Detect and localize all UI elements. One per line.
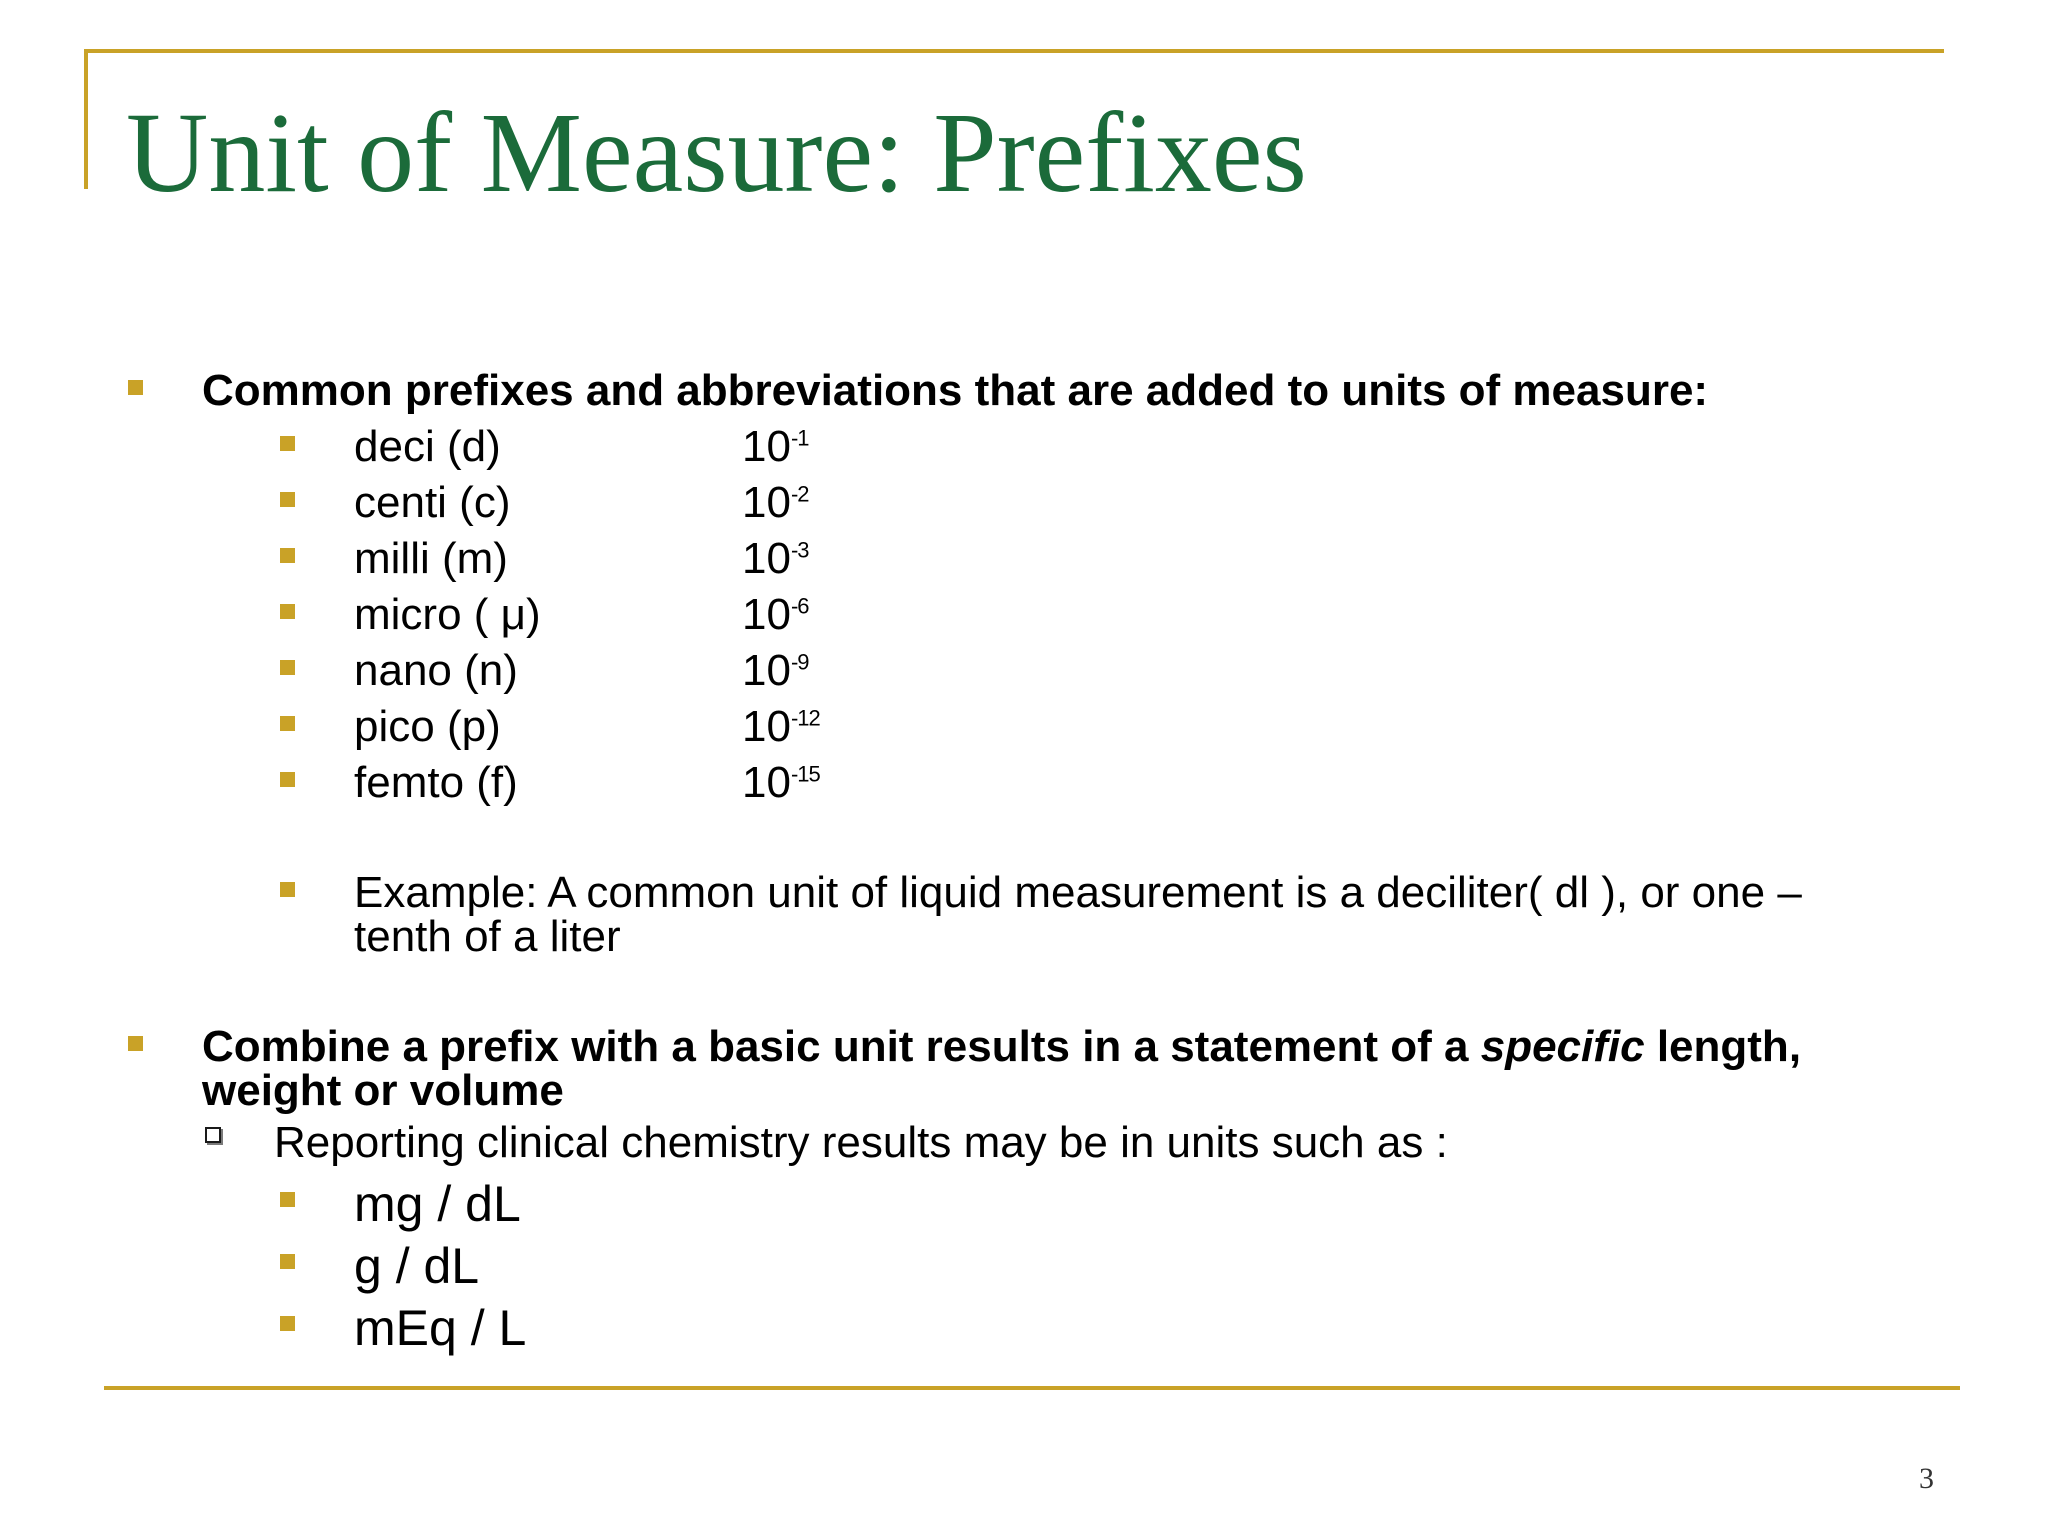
slide-title: Unit of Measure: Prefixes [126, 89, 1307, 216]
power-exponent: -9 [790, 649, 809, 675]
prefix-power [742, 648, 809, 694]
square-bullet-icon [280, 660, 295, 675]
power-exponent: -1 [790, 425, 809, 451]
prefix-label: pico (p) [354, 702, 501, 751]
prefix-power [742, 704, 820, 750]
bullet-combine-text-end: length, [1644, 1022, 1802, 1071]
square-bullet-icon [128, 1036, 143, 1051]
top-rule [84, 49, 1944, 53]
power-exponent: -6 [790, 593, 809, 619]
left-rule [84, 49, 88, 189]
prefix-label: deci (d) [354, 422, 501, 471]
prefix-label: femto (f) [354, 758, 518, 807]
square-bullet-icon [280, 1316, 295, 1331]
power-base: 10 [742, 590, 791, 639]
prefix-label: milli (m) [354, 534, 508, 583]
bottom-rule [104, 1386, 1960, 1390]
power-exponent: -15 [790, 761, 820, 787]
prefix-power [742, 592, 809, 638]
square-bullet-icon [280, 1254, 295, 1269]
bullet-common-prefixes: Common prefixes and abbreviations that are added to units of measure: [202, 366, 1709, 415]
power-base: 10 [742, 422, 791, 471]
bullet-combine-prefix [202, 1024, 1801, 1070]
prefix-power [742, 424, 809, 470]
hollow-square-bullet-icon [205, 1127, 221, 1143]
power-exponent: -12 [790, 705, 820, 731]
page-number: 3 [1919, 1462, 1934, 1495]
square-bullet-icon [280, 716, 295, 731]
prefix-label: nano (n) [354, 646, 518, 695]
square-bullet-icon [280, 882, 295, 897]
unit-item: g / dL [354, 1238, 480, 1294]
reporting-units-intro: Reporting clinical chemistry results may be in units such as : [274, 1118, 1448, 1167]
example-line-1: Example: A common unit of liquid measurement is a deciliter( dl ), or one – [354, 868, 1802, 917]
example-line-2: tenth of a liter [354, 912, 621, 961]
unit-item: mEq / L [354, 1300, 527, 1356]
unit-item: mg / dL [354, 1176, 521, 1232]
power-exponent: -2 [790, 481, 809, 507]
prefix-label: micro ( μ) [354, 590, 541, 639]
prefix-power [742, 760, 820, 806]
bullet-combine-text: Combine a prefix with a basic unit results in a statement of a [202, 1022, 1481, 1071]
power-base: 10 [742, 534, 791, 583]
power-base: 10 [742, 646, 791, 695]
power-exponent: -3 [790, 537, 809, 563]
power-base: 10 [742, 758, 791, 807]
prefix-power [742, 480, 809, 526]
prefix-label: centi (c) [354, 478, 511, 527]
square-bullet-icon [280, 436, 295, 451]
power-base: 10 [742, 478, 791, 527]
square-bullet-icon [128, 380, 143, 395]
power-base: 10 [742, 702, 791, 751]
square-bullet-icon [280, 772, 295, 787]
bullet-combine-line-2: weight or volume [202, 1066, 564, 1115]
prefix-power [742, 536, 809, 582]
bullet-combine-emphasis: specific [1480, 1022, 1645, 1071]
square-bullet-icon [280, 1192, 295, 1207]
square-bullet-icon [280, 492, 295, 507]
square-bullet-icon [280, 604, 295, 619]
square-bullet-icon [280, 548, 295, 563]
